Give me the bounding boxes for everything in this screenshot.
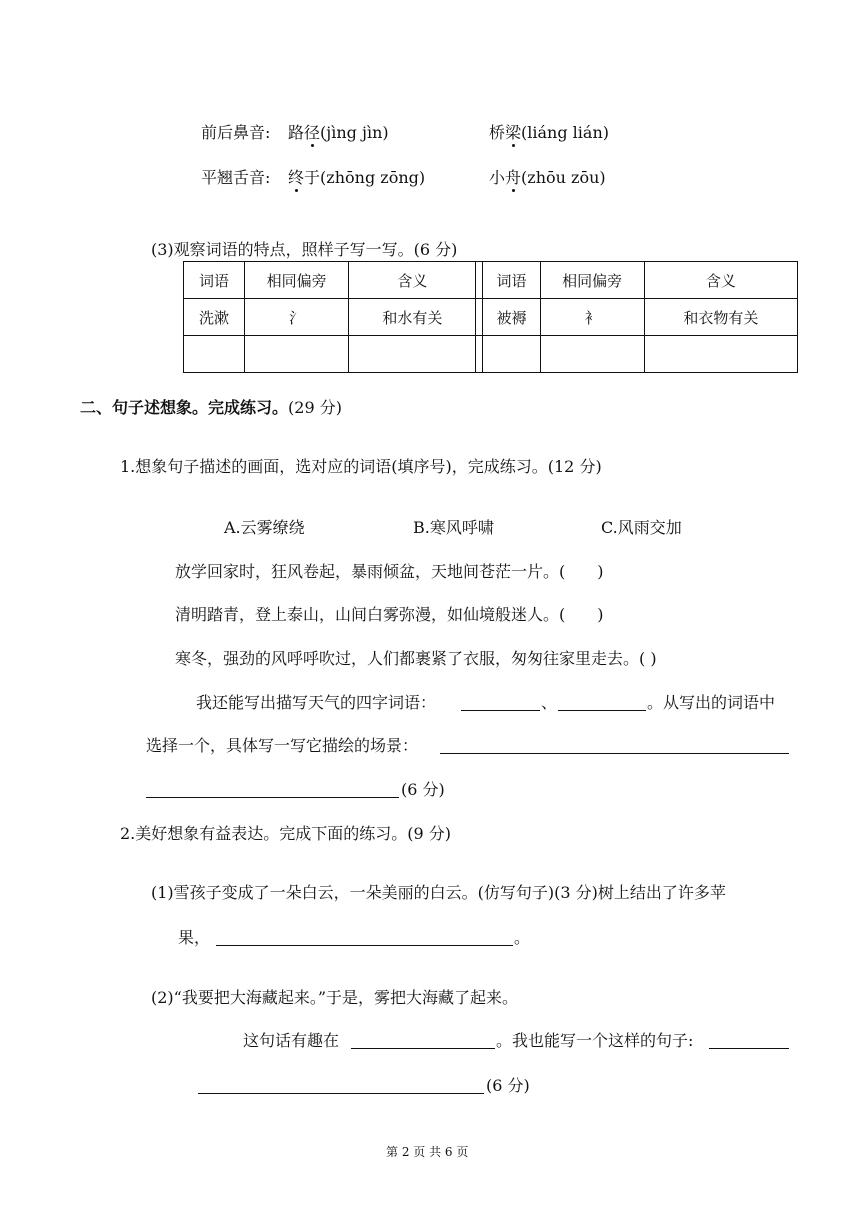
dotted-char: 终 bbox=[288, 168, 305, 187]
dotted-char: 舟 bbox=[505, 168, 522, 187]
char: 小 bbox=[489, 168, 506, 187]
question-2-1-prefix: 果， bbox=[178, 928, 211, 947]
table-cell: 洗漱 bbox=[184, 299, 245, 336]
table-divider bbox=[476, 299, 483, 336]
write-sentence-prompt: 。我也能写一个这样的句子: bbox=[496, 1031, 694, 1050]
interesting-prompt: 这句话有趣在 bbox=[243, 1031, 340, 1050]
pinyin-row-1-word-2 bbox=[489, 123, 609, 143]
table-cell: 和水有关 bbox=[349, 299, 476, 336]
pinyin-options: (jìng jìn) bbox=[320, 123, 389, 142]
sentence-3: 寒冬，强劲的风呼呼吹过，人们都裹紧了衣服，匆匆往家里走去。( ) bbox=[175, 649, 657, 668]
pinyin-row-1-label: 前后鼻音: bbox=[201, 123, 271, 142]
char: 路 bbox=[288, 123, 305, 142]
answer-cell[interactable] bbox=[349, 336, 476, 373]
score-6-b: (6 分) bbox=[486, 1076, 530, 1095]
page-footer: 第 2 页 共 6 页 bbox=[386, 1145, 469, 1159]
header-cell: 相同偏旁 bbox=[540, 262, 644, 299]
pinyin-row-2-word-1 bbox=[288, 168, 425, 188]
sentence-1: 放学回家时，狂风卷起，暴雨倾盆，天地间苍茫一片。( ) bbox=[175, 562, 604, 581]
table-row bbox=[184, 299, 798, 336]
answer-cell[interactable] bbox=[644, 336, 797, 373]
question-2-2: (2)“我要把大海藏起来。”于是，雾把大海藏了起来。 bbox=[151, 988, 519, 1007]
word-radical-table bbox=[183, 261, 798, 373]
answer-cell[interactable] bbox=[184, 336, 245, 373]
pinyin-row-2-word-2 bbox=[489, 168, 606, 188]
section-2-score: (29 分) bbox=[288, 398, 342, 417]
answer-cell[interactable] bbox=[245, 336, 349, 373]
section-2-heading bbox=[80, 398, 342, 418]
dotted-char: 径 bbox=[304, 123, 321, 142]
weather-words-continue: 。从写出的词语中 bbox=[647, 693, 776, 712]
table-divider bbox=[476, 336, 483, 373]
option-b: B.寒风呼啸 bbox=[413, 518, 494, 537]
char: 于 bbox=[304, 168, 321, 187]
answer-line-2[interactable] bbox=[146, 797, 399, 798]
separator: 、 bbox=[541, 693, 558, 712]
question-3-title: (3)观察词语的特点，照样子写一写。(6 分) bbox=[151, 240, 458, 259]
table-header-row bbox=[184, 262, 798, 299]
option-c: C.风雨交加 bbox=[601, 518, 682, 537]
table-answer-row bbox=[184, 336, 798, 373]
section-2-title: 二、句子述想象。完成练习。 bbox=[80, 398, 289, 417]
pinyin-options: (zhōu zōu) bbox=[521, 168, 606, 187]
pinyin-row-1-word-1 bbox=[288, 123, 389, 143]
char: 桥 bbox=[489, 123, 506, 142]
question-2-1-end: 。 bbox=[514, 928, 531, 947]
sentence-2: 清明踏青，登上泰山，山间白雾弥漫，如仙境般迷人。( ) bbox=[175, 605, 604, 624]
pinyin-row-2-label: 平翘舌音: bbox=[201, 168, 271, 187]
answer-cell[interactable] bbox=[483, 336, 540, 373]
answer-line-1[interactable] bbox=[440, 753, 789, 754]
pinyin-options: (zhōng zōng) bbox=[320, 168, 426, 187]
part-1-title: 1.想象句子描述的画面，选对应的词语(填序号)，完成练习。(12 分) bbox=[120, 457, 602, 476]
header-cell: 含义 bbox=[349, 262, 476, 299]
pinyin-options: (liáng lián) bbox=[521, 123, 609, 142]
question-2-1: (1)雪孩子变成了一朵白云，一朵美丽的白云。(仿写句子)(3 分)树上结出了许多苹 bbox=[151, 883, 726, 902]
answer-blank-3[interactable] bbox=[216, 945, 513, 946]
table-cell: 被褥 bbox=[483, 299, 540, 336]
answer-blank-2[interactable] bbox=[558, 710, 646, 711]
option-a: A.云雾缭绕 bbox=[224, 518, 305, 537]
answer-cell[interactable] bbox=[540, 336, 644, 373]
part-2-title: 2.美好想象有益表达。完成下面的练习。(9 分) bbox=[120, 824, 452, 843]
table-divider bbox=[476, 262, 483, 299]
answer-blank-1[interactable] bbox=[461, 710, 540, 711]
weather-words-prompt: 我还能写出描写天气的四字词语： bbox=[196, 693, 437, 712]
answer-blank-5[interactable] bbox=[709, 1048, 789, 1049]
score-6: (6 分) bbox=[401, 780, 445, 799]
describe-scene-prompt: 选择一个，具体写一写它描绘的场景： bbox=[146, 736, 419, 755]
header-cell: 词语 bbox=[184, 262, 245, 299]
table-cell: 氵 bbox=[245, 299, 349, 336]
header-cell: 相同偏旁 bbox=[245, 262, 349, 299]
table-cell: 和衣物有关 bbox=[644, 299, 797, 336]
table-cell: 衤 bbox=[540, 299, 644, 336]
answer-blank-4[interactable] bbox=[351, 1048, 495, 1049]
dotted-char: 梁 bbox=[505, 123, 522, 142]
header-cell: 含义 bbox=[644, 262, 797, 299]
header-cell: 词语 bbox=[483, 262, 540, 299]
answer-line-3[interactable] bbox=[198, 1093, 484, 1094]
